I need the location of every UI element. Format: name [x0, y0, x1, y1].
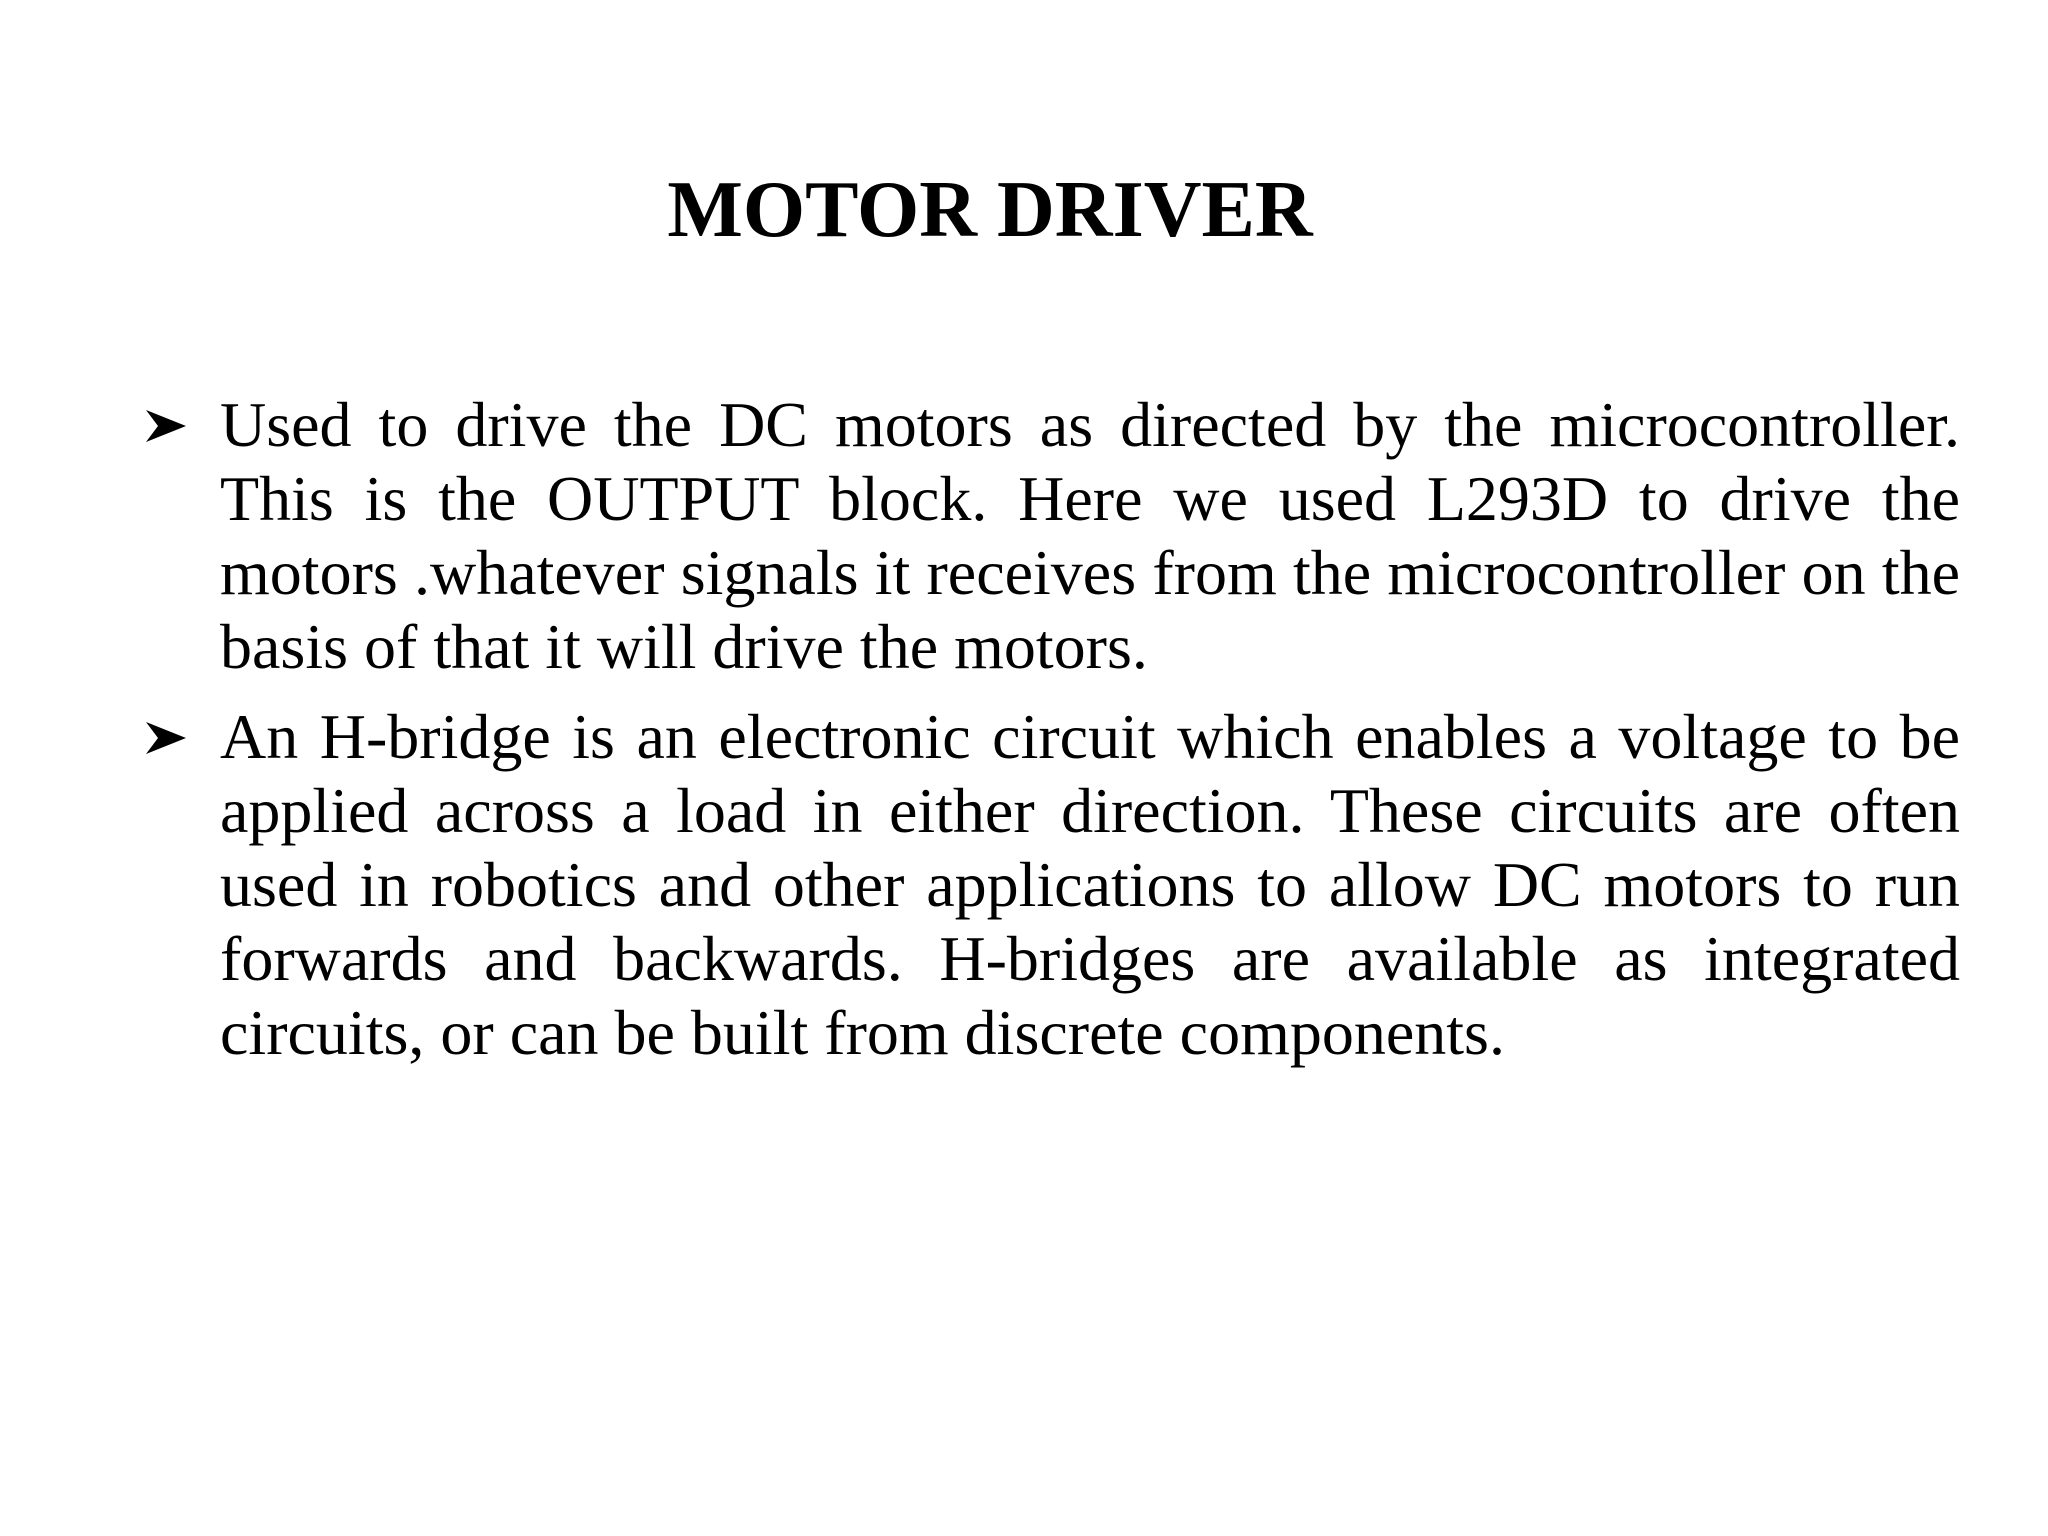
bullet-text: Used to drive the DC motors as directed by the microcontroller. This is the OUTPUT block. Here we used L293D to drive the motors .whatever signals it receives from the microcontroller on the basis of that it will drive the motors. — [220, 389, 1960, 682]
arrowhead-bullet-icon — [144, 388, 192, 462]
bullet-item — [140, 700, 1960, 1070]
bullet-item — [140, 388, 1960, 684]
bullet-text: An H-bridge is an electronic circuit which enables a voltage to be applied across a load in either direction. These circuits are often used in robotics and other applications to allow DC motors to run forwards and backwards. H-bridges are available as integrated circuits, or can be built from discrete components. — [220, 701, 1960, 1068]
slide-title: MOTOR DRIVER — [667, 166, 1313, 254]
arrowhead-bullet-icon — [144, 700, 192, 774]
bullet-list — [140, 388, 1960, 1086]
